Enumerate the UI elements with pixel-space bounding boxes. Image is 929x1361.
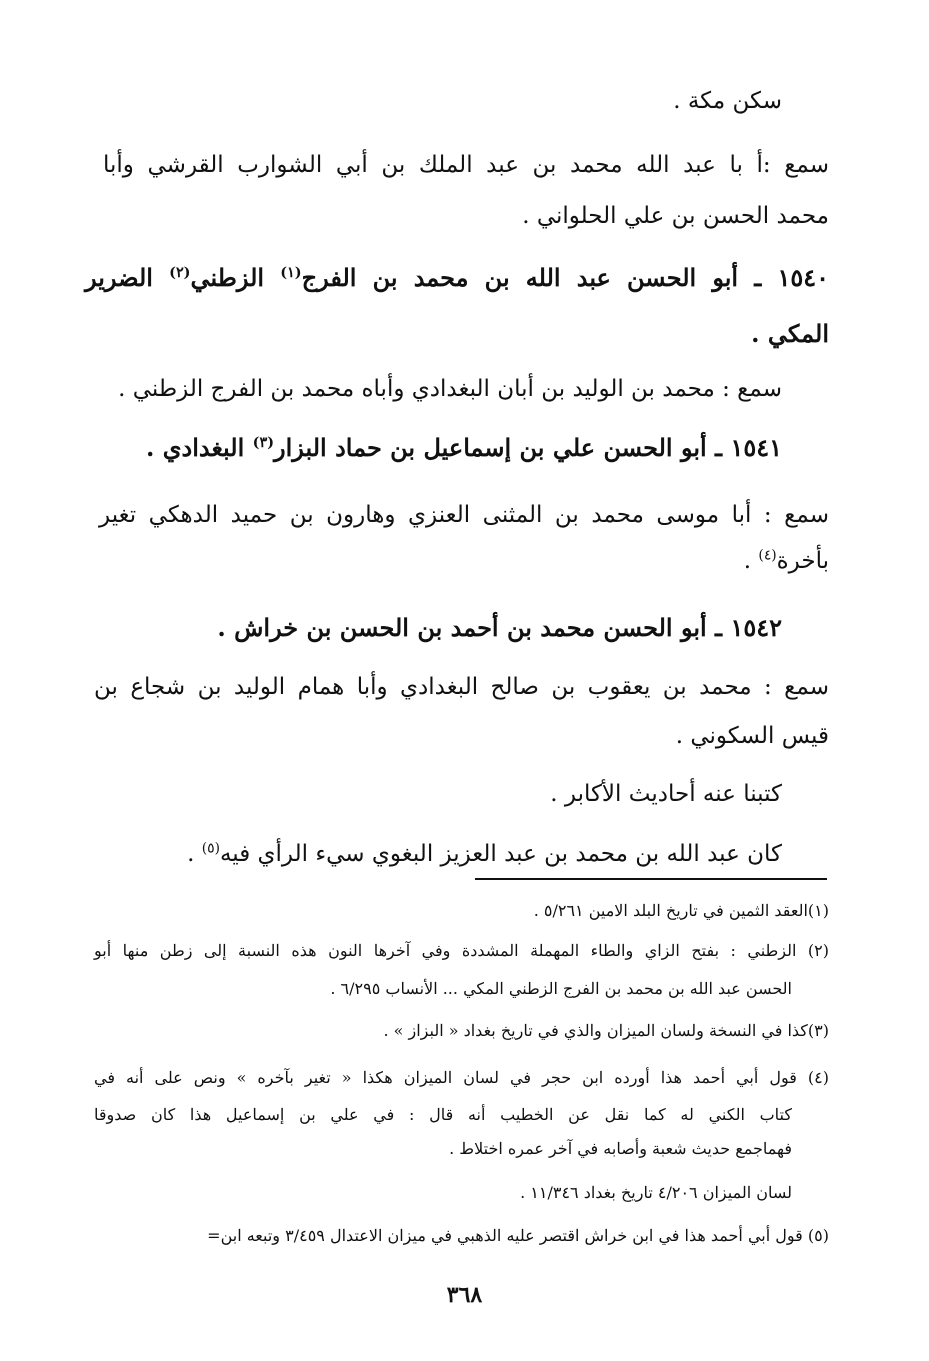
footnote: (٢) الزطني : بفتح الزاي والطاء المهملة المشددة وفي آخرها النون هذه النسبة إلى زطن منها أبو	[94, 941, 829, 960]
entry-name: الزطني	[190, 263, 281, 292]
entry-name: ـ أبو الحسن علي بن إسماعيل بن حماد البزار	[274, 433, 723, 462]
entry-name: البغدادي .	[146, 433, 253, 462]
paragraph-line: قيس السكوني .	[675, 723, 829, 749]
footnote-ref: (٢)	[169, 264, 191, 281]
entry-name: الضرير	[85, 263, 170, 292]
entry-heading-1542	[217, 613, 782, 642]
footnote: (١)العقد الثمين في تاريخ البلد الامين ٥/٢٦١ .	[533, 901, 829, 920]
paragraph-line	[187, 840, 782, 867]
paragraph-text: بأخرة	[776, 548, 829, 574]
footnote-ref: (١)	[280, 264, 302, 281]
paragraph-line: سمع : محمد بن الوليد بن أبان البغدادي وأباه محمد بن الفرج الزطني .	[118, 376, 782, 402]
footnote: (٣)كذا في النسخة ولسان الميزان والذي في تاريخ بغداد « البزاز » .	[383, 1021, 829, 1040]
entry-heading-cont: المكي .	[751, 319, 829, 348]
paragraph-line: سكن مكة .	[673, 88, 782, 114]
entry-number: ١٥٤١	[730, 433, 782, 462]
paragraph-text: .	[743, 548, 759, 574]
paragraph-line: سمع :أ با عبد الله محمد بن عبد الملك بن أبي الشوارب القرشي وأبا	[103, 152, 829, 178]
footnote-ref: (٥)	[201, 840, 220, 857]
footnote: (٥) قول أبي أحمد هذا في ابن خراش اقتصر عليه الذهبي في ميزان الاعتدال ٣/٤٥٩ وتبعه ابن=	[207, 1226, 829, 1245]
footnote-cont: لسان الميزان ٤/٢٠٦ تاريخ بغداد ١١/٣٤٦ .	[520, 1183, 792, 1202]
paragraph-line: كتبنا عنه أحاديث الأكابر .	[550, 781, 782, 807]
paragraph-line: سمع : محمد بن يعقوب بن صالح البغدادي وأبا همام الوليد بن شجاع بن	[94, 674, 829, 700]
paragraph-text: .	[187, 841, 202, 867]
footnote-cont: فهماجمع حديث شعبة وأصابه في آخر عمره اختلاط .	[449, 1139, 792, 1158]
paragraph-text: كان عبد الله بن محمد بن عبد العزيز البغوي سيء الرأي فيه	[219, 841, 782, 867]
footnote: (٤) قول أبي أحمد هذا أورده ابن حجر في لسان الميزان هكذا « تغير بآخره » ونص على أنه في	[94, 1068, 829, 1087]
footnote-cont: الحسن عبد الله بن محمد بن الفرج الزطني المكي ... الأنساب ٦/٢٩٥ .	[330, 979, 792, 998]
footnote-ref: (٣)	[252, 434, 274, 451]
entry-heading-1541	[146, 433, 782, 462]
entry-heading-1540	[85, 263, 829, 292]
entry-number: ١٥٤٢	[730, 613, 782, 642]
entry-number: ١٥٤٠	[777, 263, 829, 292]
footnote-separator	[475, 878, 827, 880]
entry-name: ـ أبو الحسن عبد الله بن محمد بن الفرج	[301, 263, 762, 292]
paragraph-line	[743, 547, 829, 574]
footnote-cont: كتاب الكني له كما نقل عن الخطيب أنه قال : في علي بن إسماعيل هذا كان صدوقا	[94, 1105, 792, 1124]
footnote-ref: (٤)	[758, 547, 777, 564]
paragraph-line: سمع : أبا موسى محمد بن المثنى العنزي وهارون بن حميد الدهكي تغير	[99, 502, 829, 528]
paragraph-line: محمد الحسن بن علي الحلواني .	[522, 203, 829, 229]
entry-name: ـ أبو الحسن محمد بن أحمد بن الحسن بن خراش .	[217, 613, 723, 642]
page-number: ٣٦٨	[446, 1282, 483, 1308]
